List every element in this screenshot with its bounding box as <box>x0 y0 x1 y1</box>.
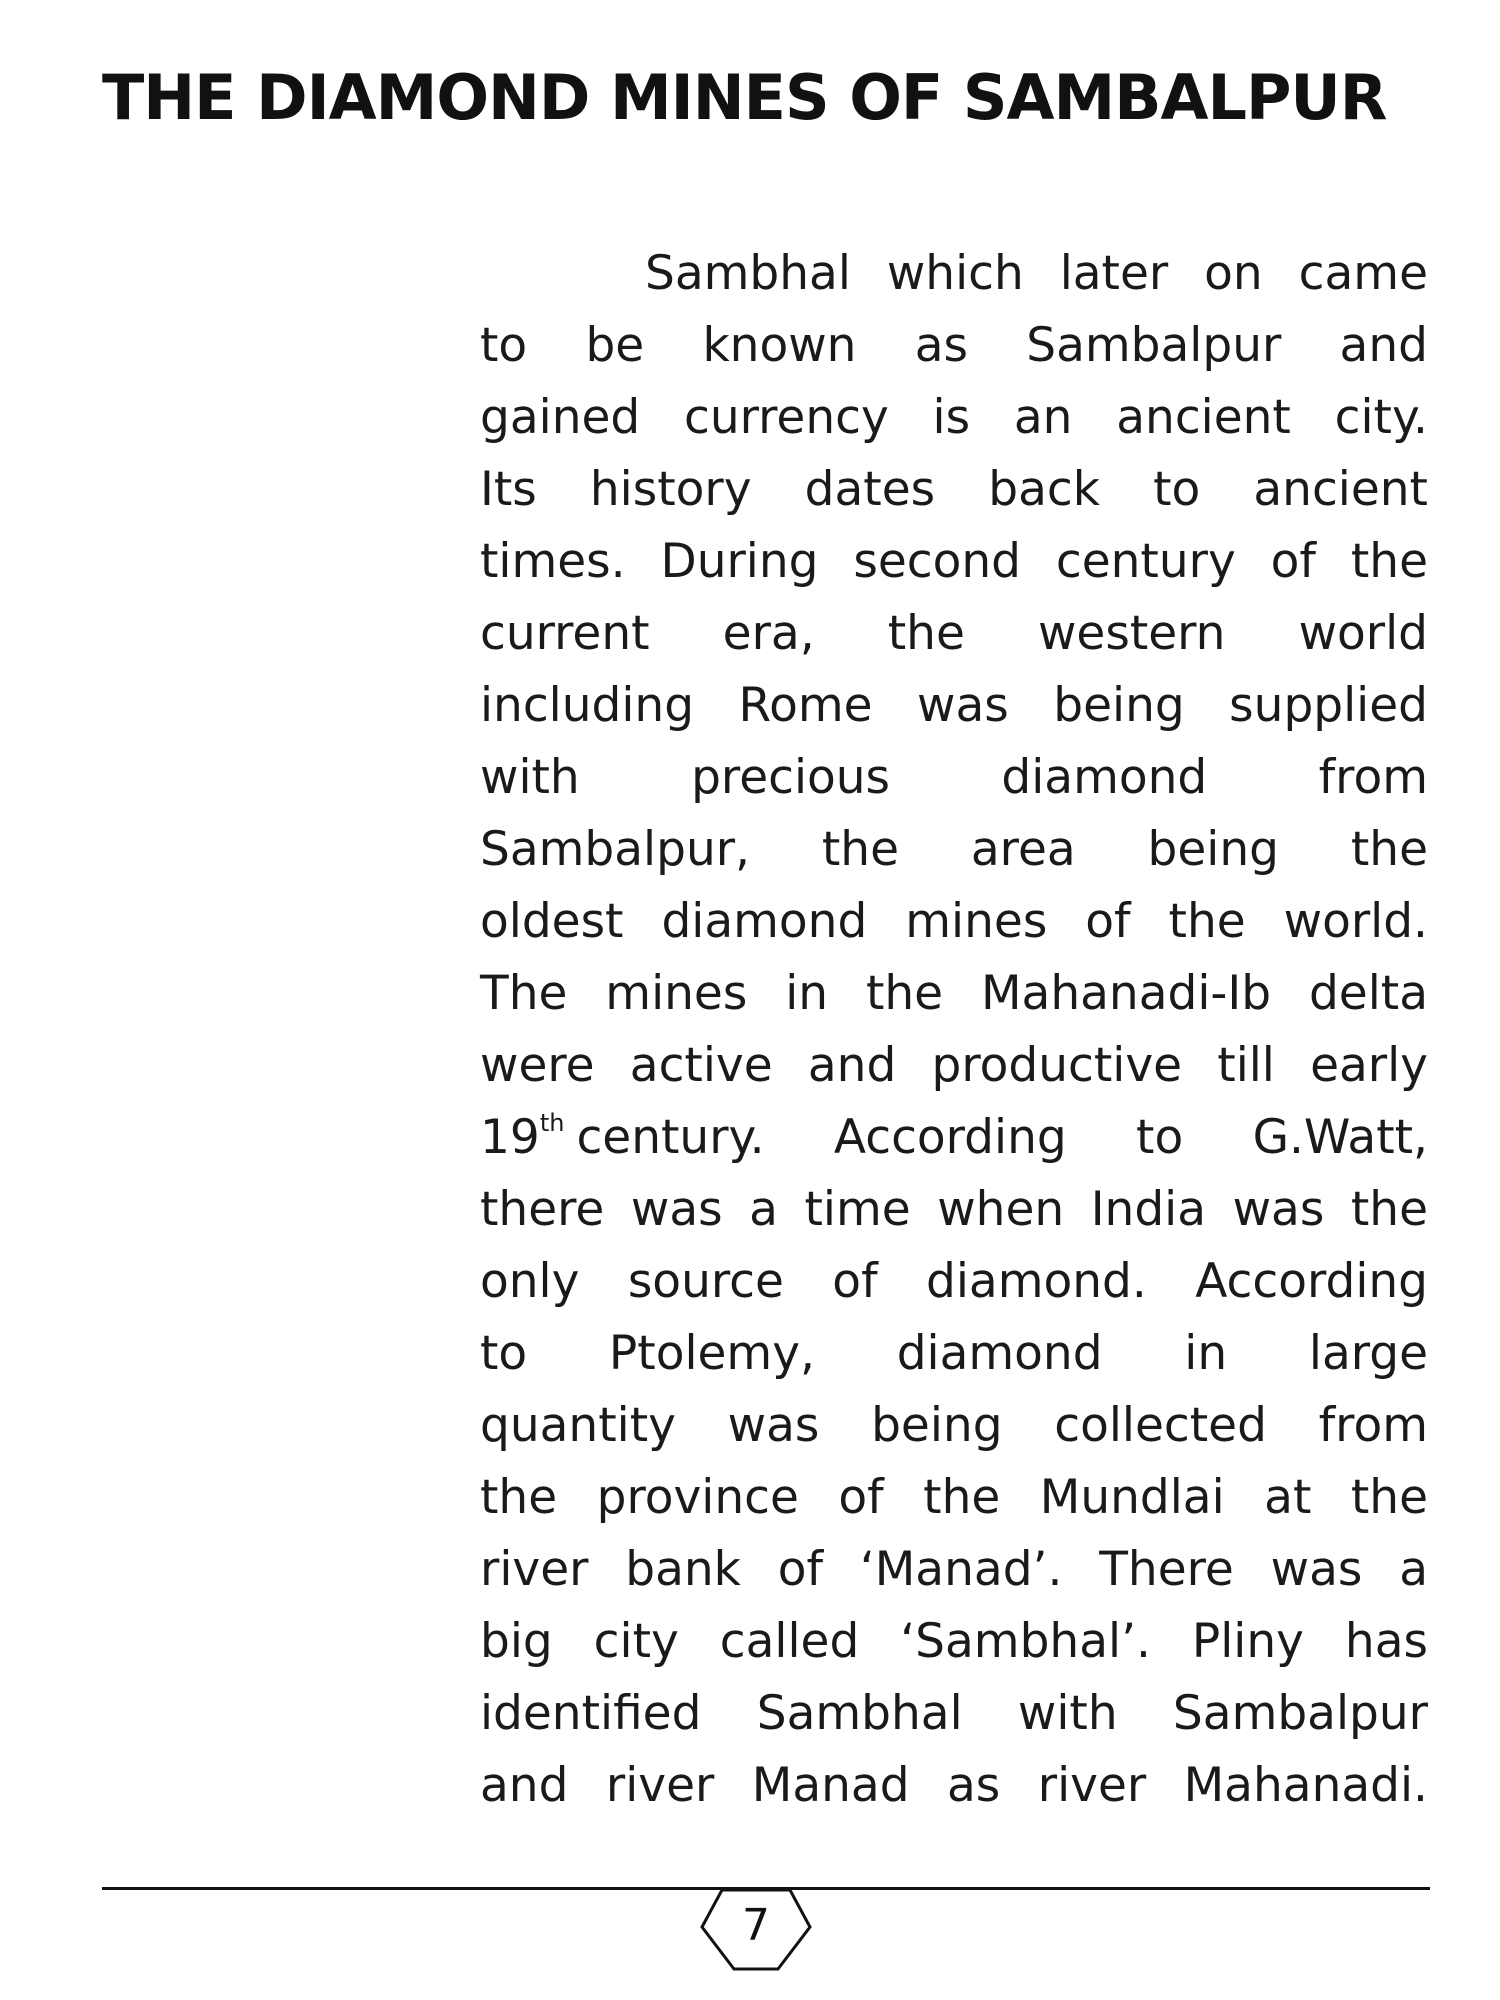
text-line: quantity was being collected from <box>480 1398 1428 1453</box>
text-line: including Rome was being supplied <box>480 678 1428 733</box>
text-line: current era, the western world <box>480 606 1428 661</box>
century-number: 19 <box>480 1110 540 1165</box>
page-number-badge <box>700 1889 812 1971</box>
text-line: The mines in the Mahanadi-Ib delta <box>480 966 1428 1021</box>
ordinal-suffix: th <box>539 1109 565 1137</box>
text-line: Its history dates back to ancient <box>480 462 1428 517</box>
text-line: times. During second century of the <box>480 534 1428 589</box>
text-line: the province of the Mundlai at the <box>480 1470 1428 1525</box>
page-number: 7 <box>742 1900 770 1951</box>
text-line: with precious diamond from <box>480 750 1428 805</box>
text-line: gained currency is an ancient city. <box>480 390 1428 445</box>
text-line: and river Manad as river Mahanadi. <box>480 1758 1428 1813</box>
text-line: to be known as Sambalpur and <box>480 318 1428 373</box>
text-line: river bank of ‘Manad’. There was a <box>480 1542 1428 1597</box>
text-line: big city called ‘Sambhal’. Pliny has <box>480 1614 1428 1669</box>
text-line: identified Sambhal with Sambalpur <box>480 1686 1428 1741</box>
text-line: Sambhal which later on came <box>645 246 1428 301</box>
text-line: to Ptolemy, diamond in large <box>480 1326 1428 1381</box>
page-title: THE DIAMOND MINES OF SAMBALPUR <box>102 61 1387 134</box>
body-paragraph <box>480 238 1428 1822</box>
text-line: there was a time when India was the <box>480 1182 1428 1237</box>
text-line: were active and productive till early <box>480 1038 1428 1093</box>
text-line: Sambalpur, the area being the <box>480 822 1428 877</box>
text-line: only source of diamond. According <box>480 1254 1428 1309</box>
text-line-with-ordinal <box>480 1102 1428 1174</box>
text-line: oldest diamond mines of the world. <box>480 894 1428 949</box>
text-line-remainder: century. According to G.Watt, <box>576 1110 1428 1165</box>
